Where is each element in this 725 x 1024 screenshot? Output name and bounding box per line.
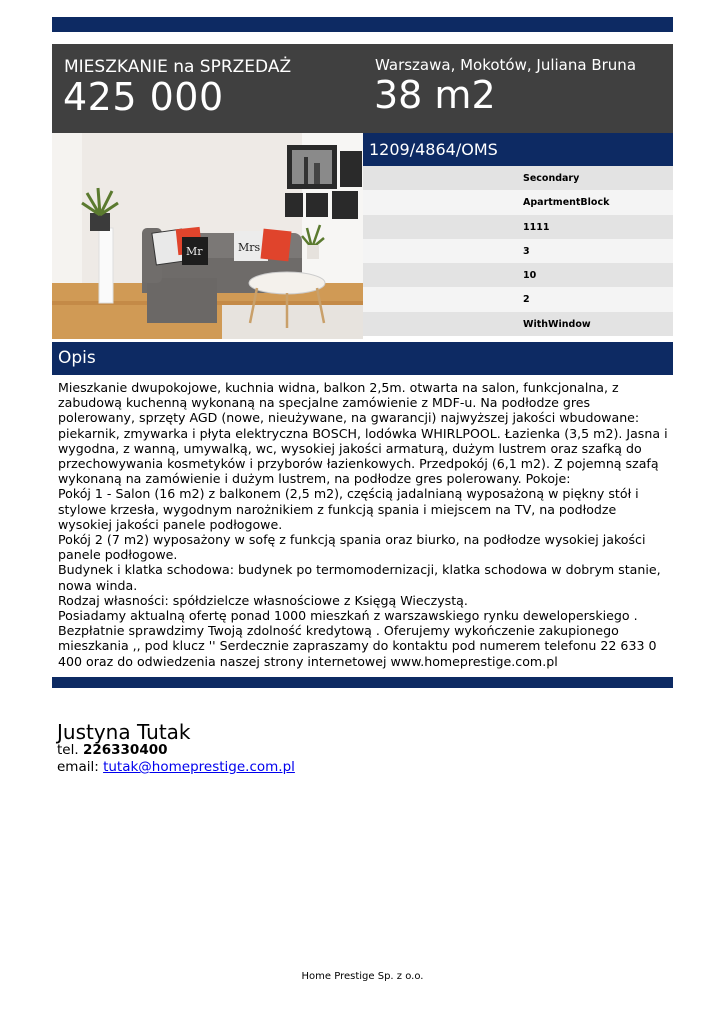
property-value: ApartmentBlock [523, 197, 610, 209]
living-room-illustration [52, 133, 363, 339]
offer-type: MIESZKANIE na SPRZEDAŻ [64, 57, 292, 77]
email-link[interactable]: tutak@homeprestige.com.pl [103, 759, 295, 775]
phone-number: 226330400 [82, 742, 168, 758]
phone-label: tel. [57, 742, 79, 758]
property-table [363, 166, 673, 336]
description-text: Mieszkanie dwupokojowe, kuchnia widna, balkon 2,5m. otwarta na salon, funkcjonalna, z zabudową kuchenną wykonaną na specjalne zamówienie z MDF-u. Na podłodze gres polerowany, sprzęty AGD (nowe, nieużywane, na gwarancji) najwyższej jakości wbudowane: piekarnik, zmywarka i płyta elektryczna BOSCH, lodówka WHIRLPOOL. Łazienka (3,5 m2). Jasna i wygodna, z wanną, umywalką, wc, wysokiej jakości armaturą, dużym lustrem oraz szafką do przechowywania kosmetyków i przyborów łazienkowych. Przedpokój (6,1 m2). Z pojemną szafą wykonaną na zamówienie i dużym lustrem, na podłodze gres polerowany. Pokoje: Pokój 1 - Salon (16 m2) z balkonem (2,5 m2), częścią jadalnianą wyposażoną w piękny stół i stylowe krzesła, wygodnym narożnikiem z funkcją spania i miejscem na TV, na podłodze wysokiej jakości panele podłogowe. Pokój 2 (7 m2) wyposażony w sofę z funkcją spania oraz biurko, na podłodze wysokiej jakości panele podłogowe. Budynek i klatka schodowa: budynek po termomodernizacji, klatka schodowa w dobrym stanie, nowa winda. Rodzaj własności: spółdzielcze własnościowe z Księgą Wieczystą. Posiadamy aktualną ofertę ponad 1000 mieszkań z warszawskiego rynku deweloperskiego . Bezpłatnie sprawdzimy Twoją zdolność kredytową . Oferujemy wykończenie zakupionego mieszkania ,, pod klucz '' Serdecznie zapraszamy do kontaktu pod numerem telefonu 22 633 0 400 oraz do odwiedzenia naszej strony internetowej www.homeprestige.com.pl [58, 380, 668, 669]
footer-company: Home Prestige Sp. z o.o. [301, 971, 424, 982]
property-row [363, 263, 673, 287]
area: 38 m2 [374, 73, 496, 117]
agent-phone [57, 742, 168, 758]
price: 425 000 [63, 75, 224, 119]
bottom-accent-bar [52, 677, 673, 688]
pillow-text-mr: Mr [186, 245, 203, 258]
agent-name: Justyna Tutak [57, 720, 191, 744]
description-title: Opis [58, 348, 96, 368]
agent-email [57, 759, 295, 775]
property-value: WithWindow [523, 318, 591, 330]
listing-header [52, 44, 673, 133]
property-row [363, 190, 673, 214]
reference-number: 1209/4864/OMS [369, 140, 498, 159]
property-value: Secondary [523, 173, 580, 184]
property-row [363, 215, 673, 239]
description-header [52, 342, 673, 375]
property-value: 1111 [523, 221, 550, 233]
reference-bar [363, 133, 673, 166]
property-row [363, 287, 673, 311]
property-value: 3 [523, 245, 530, 257]
email-label: email: [57, 759, 99, 775]
location: Warszawa, Mokotów, Juliana Bruna [375, 56, 637, 74]
property-row [363, 166, 673, 190]
property-value: 2 [523, 294, 530, 306]
property-value: 10 [523, 270, 537, 282]
apartment-photo [52, 133, 363, 339]
property-row [363, 312, 673, 336]
pillow-text-mrs: Mrs [238, 241, 261, 254]
top-accent-bar [52, 17, 673, 32]
property-row [363, 239, 673, 263]
